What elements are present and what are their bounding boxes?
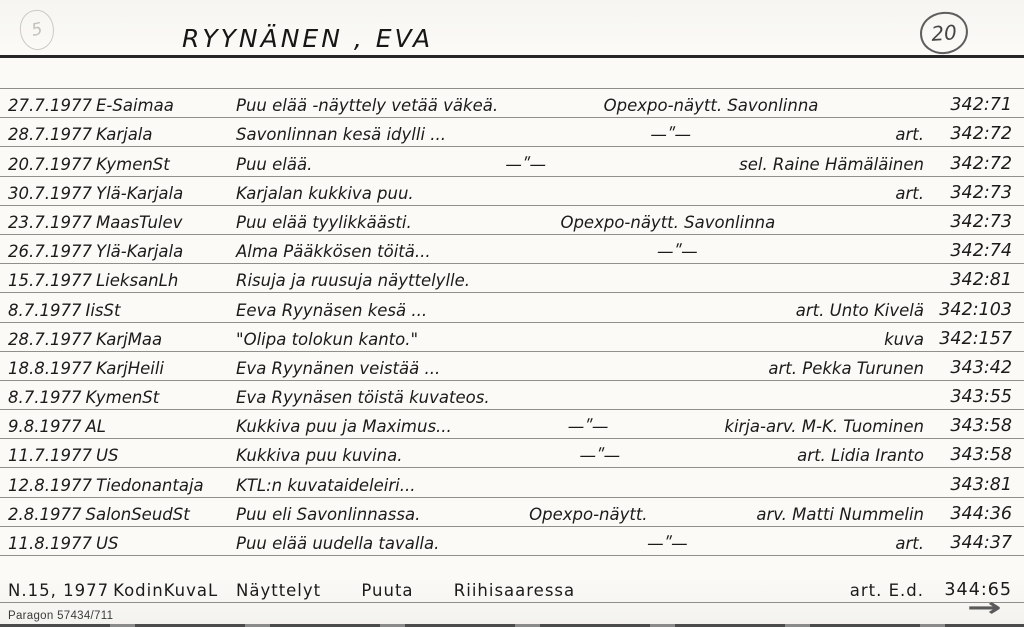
entry-source: US bbox=[95, 446, 119, 466]
entry-ref-number: 342:157 bbox=[939, 328, 1012, 349]
entry-date-source bbox=[8, 388, 236, 407]
entry-ref-number: 342:72 bbox=[950, 153, 1012, 174]
entry-ref-number: 342:81 bbox=[950, 270, 1012, 291]
entry-date: 15.7.1977 bbox=[8, 271, 92, 291]
table-row bbox=[0, 177, 1024, 206]
table-row bbox=[0, 89, 1024, 118]
entry-source: Tiedonantaja bbox=[95, 475, 204, 495]
entry-list bbox=[0, 89, 1024, 603]
table-row bbox=[0, 439, 1024, 468]
entry-title: Eeva Ryynäsen kesä ... bbox=[236, 300, 428, 320]
entry-title: KTL:n kuvataideleiri... bbox=[236, 475, 416, 495]
entry-title: Eva Ryynäsen töistä kuvateos. bbox=[236, 388, 490, 408]
entry-date-source bbox=[8, 155, 236, 174]
table-row bbox=[0, 264, 1024, 293]
entry-date-source bbox=[8, 301, 236, 320]
entry-attribution: art. Lidia Iranto bbox=[797, 446, 924, 466]
entry-note: Opexpo-näytt. Savonlinna bbox=[603, 96, 819, 116]
table-row bbox=[0, 206, 1024, 235]
entry-title: Kukkiva puu ja Maximus... bbox=[236, 417, 452, 437]
circled-number-right: 20 bbox=[919, 10, 970, 55]
entry-attribution: art. E.d. bbox=[849, 581, 924, 600]
entry-date: 8.7.1977 bbox=[8, 388, 82, 408]
entry-title: Puu elää uudella tavalla. bbox=[236, 534, 440, 553]
entry-title: Alma Pääkkösen töitä... bbox=[236, 242, 431, 262]
entry-date: 12.8.1977 bbox=[8, 475, 92, 495]
entry-date: 9.8.1977 bbox=[8, 417, 82, 437]
entry-date-source bbox=[8, 534, 236, 553]
entry-date: 28.7.1977 bbox=[8, 125, 92, 145]
entry-date-source bbox=[8, 330, 236, 349]
entry-date: 8.7.1977 bbox=[8, 300, 82, 320]
entry-attribution: sel. Raine Hämäläinen bbox=[739, 154, 924, 174]
entry-source: Ylä-Karjala bbox=[95, 242, 184, 262]
entry-ref-number: 343:55 bbox=[950, 387, 1012, 408]
entry-ref-number: 342:71 bbox=[950, 95, 1012, 116]
entry-title: Savonlinnan kesä idylli ... bbox=[236, 125, 447, 145]
page-title: RYYNÄNEN , EVA bbox=[182, 24, 434, 53]
entry-date: 2.8.1977 bbox=[8, 504, 82, 524]
entry-title: Kukkiva puu kuvina. bbox=[236, 446, 403, 466]
entry-ref-number: 343:58 bbox=[950, 445, 1012, 466]
print-code: Paragon 57434/711 bbox=[8, 610, 114, 622]
table-row bbox=[0, 556, 1024, 603]
entry-title: Eva Ryynänen veistää ... bbox=[236, 358, 441, 378]
entry-ref-number: 344:36 bbox=[950, 503, 1012, 524]
entry-date-source bbox=[8, 505, 236, 524]
entry-attribution: kirja-arv. M-K. Tuominen bbox=[724, 417, 924, 437]
table-row bbox=[0, 293, 1024, 322]
entry-ref-number: 344:37 bbox=[950, 533, 1012, 553]
entry-title: Risuja ja ruusuja näyttelylle. bbox=[236, 271, 471, 291]
entry-source: KymenSt bbox=[85, 388, 160, 408]
entry-title: "Olipa tolokun kanto." bbox=[236, 329, 419, 349]
entry-ref-number: 342:72 bbox=[950, 124, 1012, 145]
entry-source: KarjHeili bbox=[95, 358, 165, 378]
table-row bbox=[0, 118, 1024, 147]
entry-source: Karjala bbox=[95, 125, 153, 145]
entry-ref-number: 343:42 bbox=[950, 357, 1012, 378]
entry-title: Puu eli Savonlinnassa. bbox=[236, 504, 421, 524]
entry-date: 11.8.1977 bbox=[8, 534, 92, 553]
table-row bbox=[0, 527, 1024, 556]
table-row bbox=[0, 235, 1024, 264]
entry-source: KymenSt bbox=[95, 154, 170, 174]
circled-number-left: 5 bbox=[16, 7, 58, 53]
entry-note: —ʺ— bbox=[567, 417, 609, 437]
entry-date-source bbox=[8, 581, 236, 600]
entry-date-source bbox=[8, 476, 236, 495]
entry-title: Puu elää -näyttely vetää väkeä. bbox=[236, 96, 499, 116]
entry-date-source bbox=[8, 242, 236, 261]
entry-date-source bbox=[8, 359, 236, 378]
table-row bbox=[0, 323, 1024, 352]
entry-date: 20.7.1977 bbox=[8, 154, 92, 174]
entry-note: —ʺ— bbox=[579, 446, 621, 466]
entry-note: Opexpo-näytt. bbox=[529, 504, 648, 524]
entry-date: 30.7.1977 bbox=[8, 183, 92, 203]
entry-date-source bbox=[8, 213, 236, 232]
table-row bbox=[0, 468, 1024, 497]
entry-attribution: arv. Matti Nummelin bbox=[756, 504, 924, 524]
entry-ref-number: 342:73 bbox=[950, 182, 1012, 203]
entry-source: LieksanLh bbox=[95, 271, 179, 291]
entry-source: AL bbox=[85, 417, 106, 437]
entry-date: 18.8.1977 bbox=[8, 358, 92, 378]
entry-title: Karjalan kukkiva puu. bbox=[236, 183, 414, 203]
entry-date-source bbox=[8, 96, 236, 115]
entry-ref-number: 342:103 bbox=[939, 299, 1012, 320]
entry-attribution: art. Unto Kivelä bbox=[795, 300, 924, 320]
entry-source: SalonSeudSt bbox=[85, 504, 190, 524]
entry-date-source bbox=[8, 446, 236, 465]
entry-source: Ylä-Karjala bbox=[95, 183, 184, 203]
entry-title: Näyttelyt Puuta Riihisaaressa bbox=[236, 581, 576, 600]
entry-date: 26.7.1977 bbox=[8, 242, 92, 262]
entry-title: Puu elää. bbox=[236, 154, 313, 174]
entry-ref-number: 344:65 bbox=[944, 580, 1012, 600]
entry-ref-number: 343:81 bbox=[950, 474, 1012, 495]
table-row bbox=[0, 410, 1024, 439]
entry-note: —ʺ— bbox=[505, 154, 546, 174]
entry-ref-number: 342:73 bbox=[950, 211, 1012, 232]
table-row bbox=[0, 381, 1024, 410]
entry-attribution: kuva bbox=[884, 329, 924, 349]
entry-note: —ʺ— bbox=[650, 125, 691, 145]
entry-source: US bbox=[95, 534, 119, 553]
entry-title: Puu elää tyylikkäästi. bbox=[236, 212, 412, 232]
entry-note: —ʺ— bbox=[647, 534, 688, 553]
entry-date: 27.7.1977 bbox=[8, 96, 92, 116]
entry-source: KodinKuvaL bbox=[113, 581, 219, 600]
entry-source: MaasTulev bbox=[95, 212, 183, 232]
entry-source: E-Saimaa bbox=[95, 96, 174, 116]
entry-date: 23.7.1977 bbox=[8, 212, 92, 232]
entry-date-source bbox=[8, 184, 236, 203]
entry-date: 11.7.1977 bbox=[8, 446, 92, 466]
right-arrow-icon: → bbox=[967, 593, 1002, 623]
entry-attribution: art. bbox=[895, 534, 924, 553]
entry-date: 28.7.1977 bbox=[8, 329, 92, 349]
entry-date-source bbox=[8, 417, 236, 436]
entry-note: Opexpo-näytt. Savonlinna bbox=[560, 212, 776, 232]
entry-note: —ʺ— bbox=[657, 242, 698, 262]
entry-attribution: art. bbox=[895, 183, 924, 203]
entry-date-source bbox=[8, 271, 236, 290]
entry-attribution: art. bbox=[895, 125, 924, 145]
entry-ref-number: 343:58 bbox=[950, 416, 1012, 437]
entry-date: N.15, 1977 bbox=[8, 581, 110, 600]
entry-attribution: art. Pekka Turunen bbox=[768, 358, 924, 378]
table-row bbox=[0, 352, 1024, 381]
header-rule bbox=[0, 55, 1024, 58]
entry-date-source bbox=[8, 125, 236, 144]
entry-source: KarjMaa bbox=[95, 329, 163, 349]
entry-source: IisSt bbox=[85, 300, 121, 320]
entry-ref-number: 342:74 bbox=[950, 241, 1012, 262]
table-row bbox=[0, 498, 1024, 527]
table-row bbox=[0, 147, 1024, 176]
